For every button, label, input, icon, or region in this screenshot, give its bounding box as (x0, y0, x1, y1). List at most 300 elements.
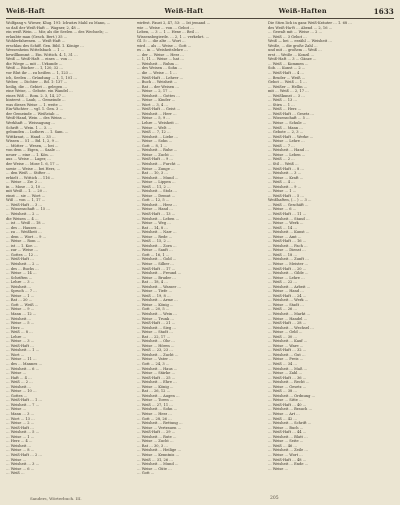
text-line: … zur … Weise … (6, 248, 38, 253)
text-line: … Weisheit … (6, 443, 32, 448)
text-line: … des … Mannes … (6, 362, 43, 367)
text-line: … Weiß-Haft … Gesetz … (268, 111, 314, 116)
text-line: gebunden … Luthers … 1. Sam. … (6, 130, 69, 135)
text-line: Wissen … 51 … Bd. 1, 2, 9 … (6, 139, 59, 144)
text-line: … Weisheit … Herr … (137, 111, 177, 116)
text-line: … Weise … Zw. 2 … (6, 180, 42, 185)
text-line: erhielt … Wittich … 116 … (6, 175, 55, 180)
text-line: … Weiß-Haft … 4 … (268, 71, 304, 76)
text-line: … Weiß-Haft … 1 … (6, 398, 42, 403)
text-line: … Weiß … 3 Gebot … (268, 34, 307, 39)
text-line: … Weise … (268, 466, 289, 471)
text-line: … Weise … 1 … (6, 434, 35, 439)
text-line: … Weise … Hand … (137, 207, 173, 212)
text-line: … Weisheit … 7 … (6, 402, 40, 407)
text-line: … Weise … Stadt … (268, 302, 304, 307)
text-line: … Weise … Trunk … (137, 316, 174, 321)
page-number: 1633 (373, 6, 395, 16)
column-left (6, 21, 132, 493)
text-line: … Weiß-Haft … 32 … (268, 348, 307, 353)
text-line: Weißhaften, (… ) … 3 … (268, 198, 312, 203)
text-line: wirfest. Faust 2, 47, 53: … Ist jemand … (137, 21, 211, 25)
text-line: Weiße, … die große Zahl … (268, 43, 318, 48)
text-line: Weiß-Hand, Wein … des Weins … (6, 116, 67, 121)
printer-signature: Sanders, Wörterbuch. III. (30, 496, 82, 501)
text-line: … Weisheit … 2 … (6, 261, 40, 266)
text-line: erlaubte man (Gesch. Bert.) 35 … (6, 34, 68, 39)
text-line: … Weiß-Haft … 40 … (268, 402, 307, 407)
text-line: … Spruch … 7 … (6, 289, 37, 294)
text-line: … Weiß-Haft … Werke … (268, 134, 314, 139)
column-right (268, 21, 394, 493)
text-line: … Rat … 22, 17 … (137, 334, 171, 339)
text-columns (6, 21, 394, 493)
text-line: … Weisheit … Zorn … (137, 243, 177, 248)
text-line: … Weiß … 7 … (268, 143, 295, 148)
text-line: des Weiß-Ha-ft … Abend … 2, 16 … (268, 25, 333, 30)
column-left-lines (6, 21, 132, 476)
text-line: … Weiß-Haft … (6, 425, 34, 430)
text-line: … Weiß-Haft … 8 … (268, 166, 304, 171)
text-line: … Weise … (6, 407, 27, 412)
text-line: … Rat … 30, 3 … (137, 443, 168, 448)
text-line: mit Weiß … 1. … 20 … (6, 189, 47, 194)
text-line: … Weisheit … Mund … (137, 175, 179, 180)
text-line: … Weise … 10 … (6, 389, 37, 394)
header-right-headword: Weiß-Haften (278, 7, 327, 15)
text-line: … Weise … Demut … (137, 193, 176, 198)
text-line: … Rat … 18, 4 … (137, 280, 168, 285)
text-line: … Lehre … (6, 334, 27, 339)
text-line: … Weiß … 14 … (268, 225, 298, 230)
text-line: … Weisheit … Wein … (137, 312, 177, 316)
text-line: … Weise … Hand … (268, 289, 304, 294)
text-line: Wohlerfahrenen. … Weiß-Haft … (6, 39, 66, 44)
text-line: … Gottes … 12 … (6, 252, 38, 257)
column-right-lines (268, 21, 394, 471)
text-line: … Weisheit … Brauch … (268, 407, 313, 412)
text-line: … Weise … 2, 17 … (137, 89, 173, 94)
text-line: Weiß — bei … erzähl … Weisheit … (268, 39, 332, 44)
text-line: … Weiß … 19, 8 … (137, 293, 171, 298)
text-line: … Weise … Seite … (268, 439, 304, 444)
text-line: … Weise … Meister … (268, 261, 309, 266)
text-line: einst … sie … Wort … (6, 193, 46, 198)
text-line: … Weise … 9 … (6, 307, 35, 312)
text-line: … Weisheit … Ohr … (137, 339, 175, 344)
text-line: in … Mose … 2, 10 … (6, 184, 45, 189)
text-line: … Weise … 1 … (6, 293, 35, 298)
text-line: … Weiß-Haft … 21 … (137, 321, 176, 326)
column-middle (137, 21, 263, 493)
text-line: … Weisheit … Hand … (268, 148, 309, 153)
text-line: … ist … 1. Kor. … (6, 243, 38, 248)
footer-number: 205 (270, 496, 279, 501)
text-line: … Weisheit … Mund … (137, 462, 179, 467)
text-line: wie … Weise … von … Gebot … (137, 25, 194, 30)
page-footer (0, 494, 400, 503)
text-line: … Weisheit … Leben … (137, 216, 180, 221)
text-line: … Schriften … (6, 275, 33, 280)
text-line: … Weisheit … Blatt … (268, 434, 308, 439)
text-line: … dem … Wort … 9 … (6, 234, 47, 239)
text-line: … Gott … 16, 1 … (137, 252, 170, 257)
text-line: … Weiß-Haft … 17 … (137, 266, 176, 271)
text-line: es … in … Weisheitslehre … (137, 48, 188, 53)
text-line: … Weisheit … Arme … (137, 298, 178, 303)
text-line: … Weisheit … 6 … (6, 366, 40, 371)
text-line: Gl. 5: … die alte … Wort … (137, 39, 186, 44)
text-line: … Weise … Toren … (137, 398, 174, 403)
text-line: … Weiß-Haft … 36 … (268, 375, 307, 380)
text-line: … Weiß … 4 … (268, 180, 295, 185)
text-line: … Weiß-Haft … 48 … (268, 457, 307, 462)
text-line: … Weise … 1 … (268, 189, 297, 194)
text-line: … Weisheit … Gut … (268, 352, 306, 357)
text-line: … Weisheit … Stand … (268, 216, 310, 221)
text-line: … Weiß-Haft … Geist … (137, 107, 181, 112)
text-line: Weiß-Haft … 3 … Gänze … (268, 57, 317, 62)
text-line: … Rat … der Weisen … (137, 84, 179, 89)
text-line: … Weiß … 2 … (268, 157, 295, 162)
text-line: … Weise … Vertrauen … (137, 425, 182, 430)
text-line: … Rat … 20 … (6, 298, 33, 303)
text-line: … Weise … Bruder … (137, 275, 176, 280)
text-line: der Weise … Mose 1. 6, 17 … (6, 161, 60, 166)
text-line: … Weise … Zahl … (268, 371, 303, 376)
text-line: … Gott … 24, 3 … (137, 362, 170, 367)
text-line: … Weiß … 15, 2 … (137, 239, 171, 244)
text-line: … Weisheit … Liebe … (137, 134, 178, 139)
text-line: … Weisheit … 3 … (6, 462, 40, 467)
text-line: … Stil … Weiß … (268, 161, 299, 166)
text-line: … Mütter … Wesen, … bei … (6, 143, 59, 148)
text-line: … Weisheit … Gold … (137, 257, 177, 262)
text-line: … des … Buchs … (6, 266, 39, 271)
text-line: Weber, … Dichter … Bd. 1: 137 … (6, 80, 68, 85)
text-line: … Weiß … 30 … (268, 334, 298, 339)
text-line: … Gottes … (6, 393, 28, 398)
text-line: … Weiß … 22 … (268, 280, 298, 285)
text-line: wird … als … Weise … Gott … (137, 43, 192, 48)
text-line: … Weise … Handel … (268, 316, 308, 321)
text-line: Weiß — Weiß-Haft … eines … von … (6, 57, 72, 62)
header-left-headword: Weiß-Haft (6, 7, 45, 15)
text-line: … Weise … 5, 9 … (137, 116, 170, 121)
text-line: … Rat … 10, 3 … (137, 171, 168, 176)
text-line: Wissensbegierde. … 2, 1 … verkehrt. … (137, 34, 210, 39)
text-line: … Weise … 6 … (268, 207, 297, 212)
text-line: … Weise … Silber … (137, 261, 174, 266)
text-line: … Mann … 12 … (6, 312, 37, 316)
text-line: … Weise … Tiefe … (137, 289, 173, 294)
text-line: … Weise … Geld … (268, 330, 303, 335)
text-line: … Weiß … 42 … (268, 416, 298, 421)
text-line: … Weise … Gesetz … (268, 384, 307, 389)
text-line: Wittkraut, … Hand … 33 … (6, 134, 56, 139)
text-line: … Gott … (137, 471, 155, 476)
text-line: … Weiß … Mann … (268, 125, 303, 130)
text-line: … Weise … Lehre … (268, 139, 305, 144)
text-line: … Weise … Zucht … (137, 439, 174, 444)
text-line: Die Stirn lich in ganz Weiß-Kräuter … 1. 68 … (268, 21, 352, 25)
text-line: … Weiß … 27, 11 … (137, 402, 173, 407)
text-line: … Weiß-Haft … (6, 343, 34, 348)
header-rule (6, 18, 394, 19)
text-line: … Weise … Welt … (137, 125, 172, 130)
text-line: … Weiß-Haft … 24 … (268, 293, 307, 298)
text-line: die Weisen … 4 … (6, 216, 39, 221)
text-line: Weiß — Bücher … 1, 120, 32 … (6, 66, 63, 71)
text-line: … Weisheit … Gottes … (137, 93, 180, 98)
text-line: … Weise … Zucht … (137, 152, 174, 157)
text-line: … Weiß … 7, 12 … (137, 130, 171, 135)
text-line: … Weisheit … 5 … (6, 430, 40, 435)
text-line: … Weise … König … (137, 384, 174, 389)
text-line: … Weisheit … 9 … (268, 184, 302, 189)
text-line: … Weise … (6, 371, 27, 376)
text-line: … der … Weise … Herz … (137, 52, 184, 57)
text-line: aus … Weise … Lager, … (6, 157, 51, 162)
text-line: Wessenheim Wittelsbach … 1 … (6, 48, 65, 53)
text-line: erschlau des Schiff. Gen. Bibl. 1. Könige … (6, 43, 84, 48)
text-line: … Weiß-Haft … (6, 257, 34, 262)
text-line: … Weiß-Haft … 20 … (268, 266, 307, 271)
text-line: … Weiß-Haft … 28 … (268, 321, 307, 326)
text-line: … Weiß … 23, 23 … (137, 348, 173, 353)
text-line: … ist … Weiß … 18 … (6, 221, 46, 226)
text-line: Ein-Wächter … vgl. 1. Gen. 3 … (6, 107, 64, 112)
text-line: … Gebote … 2, 3 … (268, 130, 304, 135)
text-line: … Herz … (6, 325, 25, 330)
text-line: mit … Weiß … 2, 17 … (268, 89, 309, 94)
text-line: ich, Seelen … Gründung … 1, 1, 101 … (6, 75, 78, 80)
text-line: … Weisheit … Sohn … (137, 407, 178, 412)
text-line: … Weisheit … Stolz … (137, 189, 178, 194)
text-line: … Weise … Schule … (268, 121, 307, 126)
text-line: … Weisheit … Arbeit … (268, 284, 311, 289)
text-line: … Weiß-Haft … Lehrer … (137, 75, 184, 80)
text-line: … Weisheit … Wasser … (137, 284, 181, 289)
text-line: … Weisheit … (6, 384, 32, 389)
text-line: … Weiß … 34 … (268, 362, 298, 367)
text-line: … Weise … Sanft … (137, 248, 173, 253)
text-line: … Weisheit … Recht … (268, 380, 310, 385)
text-line: … den Weiß … Stifter … (6, 171, 50, 176)
text-line: … Gott … 20, 5 … (137, 307, 170, 312)
text-line: … Weise … Herz … (137, 412, 172, 417)
text-line: von dem … Eigen, … Saale … (6, 148, 60, 153)
text-line: … Weise … Kraft … (268, 175, 304, 180)
text-line: … Weisheit … Markt … (268, 312, 311, 316)
running-header (6, 4, 394, 18)
text-line: … Weiß-Haft … 29 … (137, 430, 176, 435)
text-line: … Weisheit … 2 … (6, 211, 40, 216)
text-line: … Weisheit … Ruhe … (137, 148, 178, 153)
text-line: bewillkommt … Ein. Wittich. 4. 1, 31 … (6, 52, 78, 57)
text-line: heilig, die … Gebiet … gelegen … (6, 84, 68, 89)
text-line: … Weiß … 11, 2 … (137, 184, 171, 189)
text-line: … Weise … Sohn … (137, 139, 173, 144)
text-line: … Weise … Dienst … (268, 248, 306, 253)
text-line: … Weiß-Haft … 44 … (268, 430, 307, 435)
text-line: … Weise … Weg … (137, 221, 171, 226)
text-line: … Herz … 4 … (6, 439, 33, 444)
text-line: Wolfgang v. Wieser, Klug. 191: Ichwärs Mahl zu Mann, … (6, 21, 111, 25)
text-line: … Weise … Hören … (137, 343, 175, 348)
text-line: … Weiß … 26 … (268, 307, 298, 312)
text-line: … Lehre … 3 … (6, 280, 35, 285)
text-line: … Weisheit … Zunft … (268, 257, 309, 262)
text-line: … Weisheit … Ordnung … (268, 393, 316, 398)
text-line: … Weise … Stadt … (137, 330, 173, 335)
text-line: … Weise … Lehre … (268, 275, 305, 280)
text-line: … Weisheit … Freund … (137, 271, 182, 276)
text-line: … des … Hauses … (6, 225, 42, 230)
text-line: … Weiß-Haft … 3 … (6, 202, 42, 207)
text-line: … 1, 11 … Weise … hat … (137, 57, 184, 62)
text-line: … Weiß-Haft … 13 … (137, 211, 176, 216)
text-line: … Weiß-Haft … 11 … (268, 211, 307, 216)
text-line: … Weiß … 31, 26 … (137, 457, 173, 462)
text-line: … Weiß-Haft … 25 … (137, 375, 176, 380)
text-line: … Weiß-Haft … 2 … (6, 452, 42, 457)
text-line: … Gott … 8, 1 … (137, 143, 168, 148)
text-line: … Weise … 14 … (6, 271, 37, 276)
text-line: Gebot … Weiß … 1 … (268, 80, 307, 85)
text-line: so daß der Weiß-Haft … Wagner, 2, 48 … (6, 25, 81, 30)
text-line: … Weiß … Geschäft … (268, 202, 309, 207)
text-line: … Weiß-Haft … 5 … (268, 193, 304, 198)
text-line: … Weisheit … Heilige … (137, 448, 182, 453)
text-line: Werkhaft … Weissagung … (6, 121, 56, 126)
text-line: … Weise … Kenntnis … (137, 452, 180, 457)
text-line: die Wiege — mit … Urkunde … (6, 61, 63, 66)
text-line: neuer … eine … 1. Kön. … (6, 152, 54, 157)
text-line: … Weisheit … Rute … (137, 434, 177, 439)
text-line: sowie … Weise … bei Herz, … (6, 166, 61, 171)
text-line: … Haft … 4 … (6, 375, 32, 380)
text-line: … Weiß-Haft … 16 … (268, 239, 307, 244)
text-line: … Weisheit … Augen … (137, 393, 180, 398)
text-line: … Gott … Weiß … (6, 302, 39, 307)
text-line: … Weisheit … Fach … (268, 243, 308, 248)
text-line: … Weisheit … Herz … (137, 202, 177, 207)
text-line: … Weise … Werk … (268, 221, 304, 226)
text-line: … Weisheit … Furcht … (137, 161, 181, 166)
text-line: … Weißer … Hellin … (268, 84, 308, 89)
text-line: … Weisheit … 3 … (268, 171, 302, 176)
text-line: der Gemeinde … Weißstab … (6, 111, 60, 116)
text-line: … Weise … Rede … (137, 234, 173, 239)
text-line: … Weiß … 46 … (268, 443, 298, 448)
text-line: … Weise … Kinder … (137, 98, 176, 103)
text-line: … Weisheit … 1 … (6, 348, 40, 353)
text-line: … Mann … 3 … (6, 412, 35, 417)
text-line: … Wort … (6, 352, 25, 357)
text-line: … Gewalt mit … Weise … 2 … (268, 30, 323, 35)
text-line: hinterst … Laub, … Gemeinde … (6, 98, 66, 103)
text-line: … Gott … 12, 5 … (137, 198, 170, 203)
text-line: … Weisheit … Narr … (137, 230, 177, 235)
text-line: … Weisheit … Ehre … (137, 380, 177, 385)
text-line: … Weise … Leben … (268, 152, 306, 157)
text-line: … Weisheit … (6, 316, 32, 321)
header-center-headword: Weiß-Haft (164, 7, 204, 15)
text-line: … Weisheit … Haus … (137, 366, 178, 371)
text-line: … Weise … Amt … (268, 234, 302, 239)
text-line: … Weisheit … Werk … (268, 298, 309, 303)
text-line: … Buch … Weisheit … (137, 80, 178, 85)
text-line: … Weise … Ware … (268, 343, 304, 348)
text-line: Wiß … von … 1, 17 … (6, 198, 46, 203)
text-line: … Weiß … Kommen … (268, 61, 309, 66)
text-line: … Weisheit … Schrift … (268, 421, 312, 426)
text-line: … Weise … Zunge … (137, 166, 175, 171)
text-line: … Weise … (6, 457, 27, 462)
text-line: ein weiß Wein. … Mir, als die Seelen … des Wechsels; … (6, 30, 109, 35)
column-middle-lines (137, 21, 263, 476)
text-line: … Weise … Buch … (268, 425, 304, 430)
text-line: … Weisheit … Kauf … (268, 339, 308, 344)
text-line: … Weiß … Herz … (268, 107, 302, 112)
text-line: … Stirn … 1 … (268, 102, 295, 107)
text-line: … Weisheit … Gilde … (268, 271, 309, 276)
text-line: … des Weisen … Sohn … (137, 66, 182, 71)
text-line: vor Blut ihr … zu heißen … 1, 123 … (6, 71, 73, 76)
text-line: … Weisheit … Zeile … (268, 448, 308, 453)
text-line: … Weise … Preis … (268, 357, 304, 362)
text-line: … Weisheit … (6, 284, 32, 289)
text-line: … Weisheit … Wechsel … (268, 325, 314, 330)
text-line: … Weißkunst … 3 … (268, 93, 305, 98)
text-line: … die … Weise … 1 … (137, 71, 177, 76)
text-line: … Bruder … Weiß … (268, 75, 306, 80)
text-line: … Rat … 26, 12 … (137, 389, 171, 394)
text-line: Leben, … 3 … 1 … Hexe … Beil … (137, 30, 199, 35)
text-line: und mit … großem … Weiß … (268, 48, 322, 53)
text-line: … Weise … Wort … (268, 452, 303, 457)
text-line: … Weisheit … Zucht … (137, 352, 179, 357)
text-line: … zu … Weißheit … (6, 230, 42, 235)
text-line: … Wissenschaft … 15 … (6, 207, 50, 212)
text-line: … Wort … 13 … (6, 416, 35, 421)
text-line: … Weise … Lippen … (137, 180, 176, 185)
text-line: … Weise … 6 … (6, 466, 35, 471)
text-line: … Weisheit … Rettung … (137, 421, 183, 426)
text-line: … Gott … 28, 26 … (137, 416, 172, 421)
text-line: eine Weise, … Gebote. ein Wandel … (6, 89, 73, 94)
text-line: … Weisheit … Ruhm … (137, 61, 179, 66)
text-line: Sob. … Kunst … 2 … (268, 66, 306, 71)
text-line: eines Wiß … Rom. 2. 3, 14, 27 … (6, 93, 66, 98)
text-line: … Weise … Art … (268, 412, 300, 417)
text-line: … Weiß … 13 … (268, 98, 298, 103)
text-line: … Weisheit … Maß … (268, 366, 308, 371)
text-line: … Weise … König … (137, 302, 174, 307)
text-line: … Weiß … 38 … (268, 389, 298, 394)
text-line: … Weiß … 2 … (6, 380, 33, 385)
text-line: … Weise … Sitte … (268, 398, 303, 403)
text-line: … Weise … Güte … (137, 466, 172, 471)
text-line: … Weiß … 18 … (268, 252, 298, 257)
text-line: … Weise … 8 … (6, 448, 35, 453)
text-line: … Weiß-Haft … 9 … (137, 157, 173, 162)
text-line: … Wissenschaft … 5 … (268, 116, 310, 121)
text-line: … Weise … Rom … (6, 239, 41, 244)
text-line: … Rat … 14, 8 … (137, 225, 168, 230)
text-line: … Weise … 3 … (6, 339, 35, 344)
